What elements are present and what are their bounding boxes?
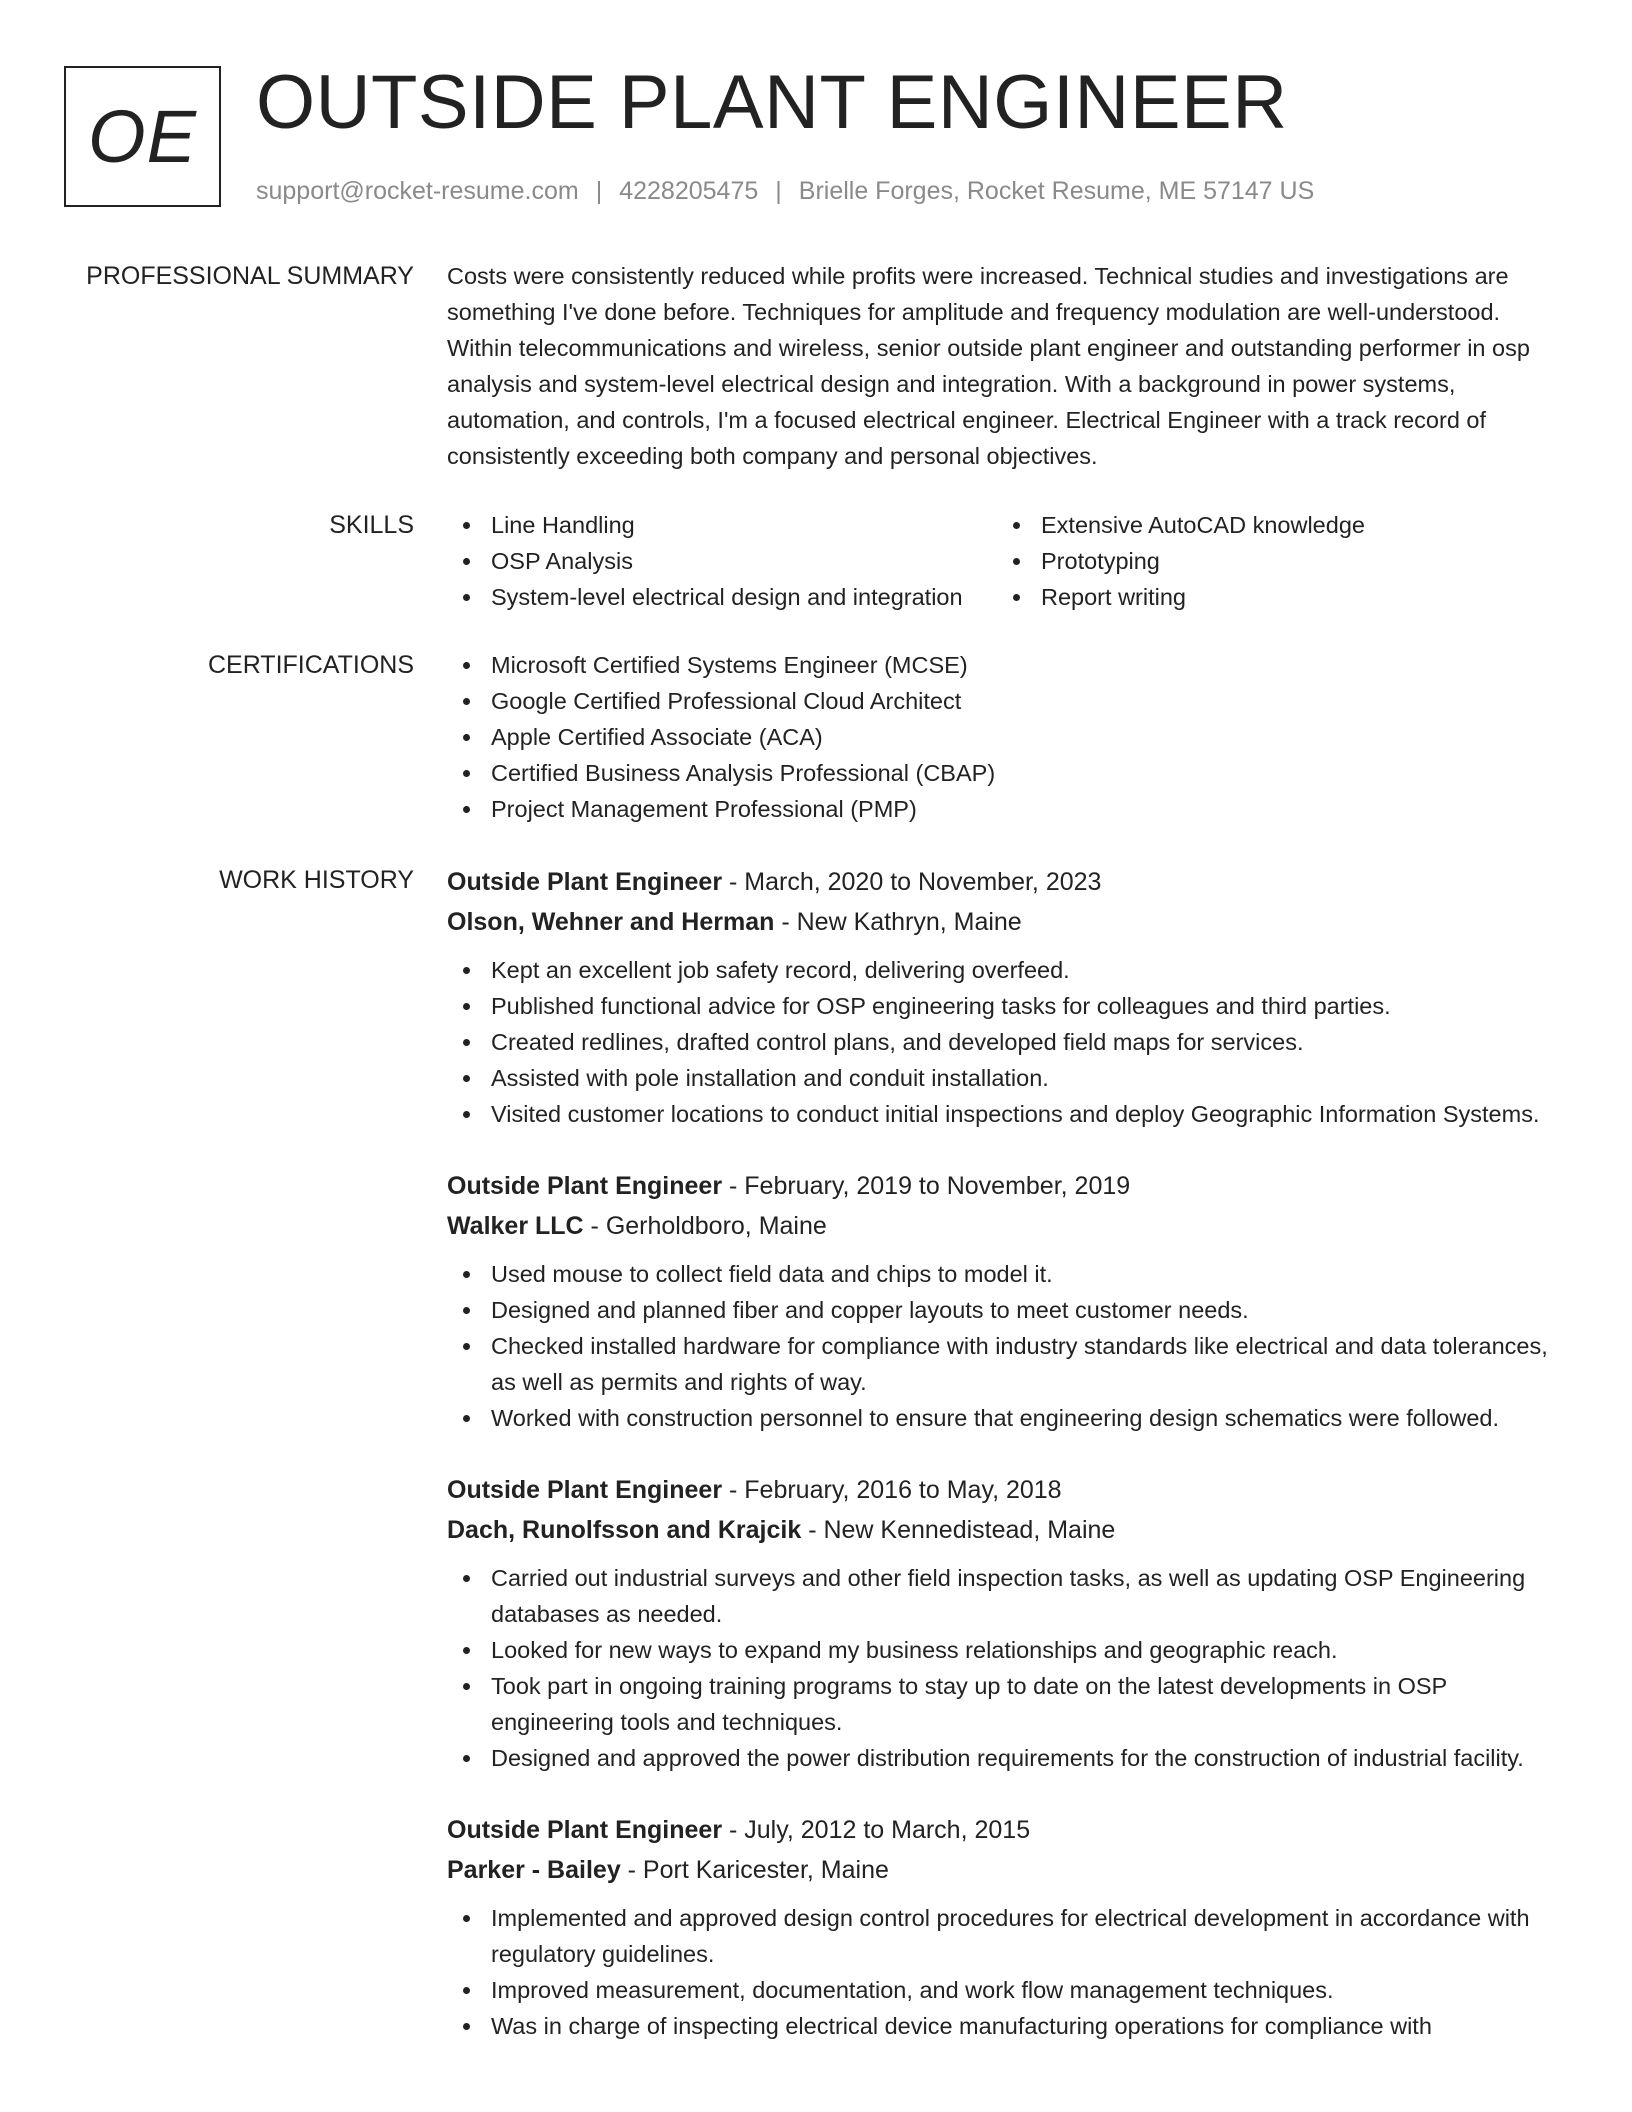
work-history-heading: WORK HISTORY — [219, 866, 414, 894]
job-bullet: Designed and planned fiber and copper layouts to meet customer needs. — [447, 1292, 1567, 1328]
certification-item: Apple Certified Associate (ACA) — [447, 719, 1567, 755]
job-company-line — [447, 1206, 1567, 1246]
job-bullet: Took part in ongoing training programs to stay up to date on the latest developments in OSP engineering tools and techniques. — [447, 1668, 1567, 1740]
job-bullet: Improved measurement, documentation, and work flow management techniques. — [447, 1972, 1567, 2008]
skills-grid — [447, 507, 1567, 615]
job-company-line — [447, 902, 1567, 942]
summary-heading: PROFESSIONAL SUMMARY — [86, 262, 414, 290]
skills-column-1 — [447, 507, 997, 615]
job-title: Outside Plant Engineer — [447, 1172, 723, 1200]
job-bullet: Assisted with pole installation and conduit installation. — [447, 1060, 1567, 1096]
job-title: Outside Plant Engineer — [447, 1816, 723, 1844]
work-history-body — [447, 862, 1567, 2078]
certification-item: Google Certified Professional Cloud Architect — [447, 683, 1567, 719]
certification-item: Certified Business Analysis Professional (CBAP) — [447, 755, 1567, 791]
contact-address: Brielle Forges, Rocket Resume, ME 57147 US — [798, 177, 1315, 205]
skill-item: Report writing — [997, 579, 1547, 615]
job-bullet: Looked for new ways to expand my business relationships and geographic reach. — [447, 1632, 1567, 1668]
skills-body — [447, 507, 1567, 615]
job-company: Dach, Runolfsson and Krajcik — [447, 1516, 802, 1544]
job-company: Walker LLC — [447, 1212, 584, 1240]
job-bullets — [447, 1900, 1567, 2044]
job-bullets — [447, 1560, 1567, 1776]
job-company-line — [447, 1510, 1567, 1550]
job-dates: - July, 2012 to March, 2015 — [722, 1816, 1031, 1844]
job-bullet: Kept an excellent job safety record, delivering overfeed. — [447, 952, 1567, 988]
job-bullets — [447, 952, 1567, 1132]
skill-item: Line Handling — [447, 507, 997, 543]
job-title: Outside Plant Engineer — [447, 868, 723, 896]
job-bullet: Used mouse to collect field data and chips to model it. — [447, 1256, 1567, 1292]
job-location: - New Kathryn, Maine — [774, 908, 1022, 936]
job-bullet: Worked with construction personnel to ensure that engineering design schematics were followed. — [447, 1400, 1567, 1436]
certifications-heading: CERTIFICATIONS — [207, 651, 414, 679]
job-bullet: Was in charge of inspecting electrical device manufacturing operations for compliance with — [447, 2008, 1567, 2044]
job-location: - New Kennedistead, Maine — [801, 1516, 1116, 1544]
skills-column-2 — [997, 507, 1547, 615]
contact-line — [256, 174, 1314, 208]
skill-item: Prototyping — [997, 543, 1547, 579]
job-title-line — [447, 1810, 1567, 1850]
job-bullet: Carried out industrial surveys and other field inspection tasks, as well as updating OSP Engineering databases as needed. — [447, 1560, 1567, 1632]
job-title-line — [447, 1470, 1567, 1510]
page-title: OUTSIDE PLANT ENGINEER — [256, 60, 1288, 145]
job-title-line — [447, 862, 1567, 902]
job-dates: - March, 2020 to November, 2023 — [722, 868, 1102, 896]
job-bullet: Checked installed hardware for compliance with industry standards like electrical and data tolerances, as well as permits and rights of way. — [447, 1328, 1567, 1400]
job-entry — [447, 1166, 1567, 1436]
job-bullet: Created redlines, drafted control plans, and developed field maps for services. — [447, 1024, 1567, 1060]
job-entry — [447, 862, 1567, 1132]
skill-item: System-level electrical design and integration — [447, 579, 997, 615]
job-location: - Port Karicester, Maine — [620, 1856, 889, 1884]
contact-separator: | — [595, 177, 603, 205]
job-dates: - February, 2016 to May, 2018 — [722, 1476, 1062, 1504]
job-dates: - February, 2019 to November, 2019 — [722, 1172, 1131, 1200]
job-bullets — [447, 1256, 1567, 1436]
job-location: - Gerholdboro, Maine — [583, 1212, 827, 1240]
contact-email[interactable]: support@rocket-resume.com — [256, 177, 579, 205]
job-bullet: Visited customer locations to conduct initial inspections and deploy Geographic Information Systems. — [447, 1096, 1567, 1132]
job-bullet: Implemented and approved design control procedures for electrical development in accordance with regulatory guidelines. — [447, 1900, 1567, 1972]
monogram-logo: OE — [64, 66, 221, 207]
skills-heading: SKILLS — [329, 511, 414, 539]
skill-item: Extensive AutoCAD knowledge — [997, 507, 1547, 543]
certifications-list — [447, 647, 1567, 827]
skill-item: OSP Analysis — [447, 543, 997, 579]
job-company: Olson, Wehner and Herman — [447, 908, 775, 936]
job-entry — [447, 1470, 1567, 1776]
job-entry — [447, 1810, 1567, 2044]
certification-item: Project Management Professional (PMP) — [447, 791, 1567, 827]
job-title-line — [447, 1166, 1567, 1206]
job-company: Parker - Bailey — [447, 1856, 621, 1884]
summary-body — [447, 258, 1567, 474]
job-title: Outside Plant Engineer — [447, 1476, 723, 1504]
job-bullet: Published functional advice for OSP engineering tasks for colleagues and third parties. — [447, 988, 1567, 1024]
contact-phone[interactable]: 4228205475 — [619, 177, 759, 205]
job-bullet: Designed and approved the power distribution requirements for the construction of industrial facility. — [447, 1740, 1567, 1776]
certification-item: Microsoft Certified Systems Engineer (MCSE) — [447, 647, 1567, 683]
job-company-line — [447, 1850, 1567, 1890]
summary-text: Costs were consistently reduced while profits were increased. Technical studies and investigations are something I've done before. Techniques for amplitude and frequency modulation are well-understood. Within telecommunications and wireless, senior outside plant engineer and outstanding performer in osp analysis and system-level electrical design and integration. With a background in power systems, automation, and controls, I'm a focused electrical engineer. Electrical Engineer with a track record of consistently exceeding both company and personal objectives. — [447, 263, 1530, 469]
certifications-body — [447, 647, 1567, 827]
contact-separator: | — [775, 177, 782, 205]
